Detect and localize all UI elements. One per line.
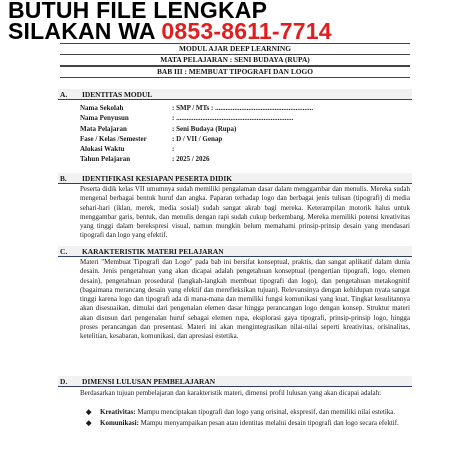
section-c-header	[58, 246, 412, 257]
section-c-title: KARAKTERISTIK MATERI PELAJARAN	[82, 247, 224, 256]
document-subject: MATA PELAJARAN : SENI BUDAYA (RUPA)	[60, 54, 410, 66]
identity-row	[80, 103, 313, 113]
identity-value: : D / VII / Genap	[172, 134, 223, 143]
document-chapter: BAB III : MEMBUAT TIPOGRAFI DAN LOGO	[60, 66, 410, 78]
identity-key: Fase / Kelas /Semester	[80, 134, 147, 143]
section-a-letter: A.	[60, 90, 68, 99]
bullet-label: Kreativitas:	[100, 408, 136, 416]
identity-value: : SMP / MTs : ........................................................	[172, 104, 314, 112]
identity-key: Tahun Pelajaran	[80, 155, 131, 164]
section-d-title: DIMENSI LULUSAN PEMBELAJARAN	[82, 377, 216, 386]
promo-contact-prefix: SILAKAN WA	[8, 18, 162, 44]
identity-row	[80, 154, 313, 164]
section-b-title: IDENTIFIKASI KESIAPAN PESERTA DIDIK	[82, 174, 232, 183]
bullet-text: Mampu menciptakan tipografi dan logo yang orisinal, ekspresif, dan memiliki nilai estetika.	[135, 408, 396, 416]
section-b-letter: B.	[60, 174, 67, 183]
section-d-letter: D.	[60, 377, 68, 386]
promo-phone-number: 0853-8611-7714	[161, 18, 332, 44]
section-d-intro: Berdasarkan tujuan pembelajaran dan karakteristik materi, dimensi profil lulusan yang akan dicapai adalah:	[80, 389, 382, 397]
document-title: MODUL AJAR DEEP LEARNING	[60, 43, 410, 55]
bullet-text: Mampu menyampaikan pesan atau identitas melalui desain tipografi dan logo secara efektif.	[138, 419, 399, 428]
section-c-body: Materi "Membuat Tipografi dan Logo" pada bab ini bersifat konseptual, praktis, dan sangat aplikatif dalam dunia desain. Jenis pengetahuan yang akan dicapai adalah pengetahuan konseptual (pengertian tipografi, logo, elemen desain), pengetahuan prosedural (langkah-langkah membuat tipografi dan logo), dan pengetahuan metakognitif (bagaimana merancang desain yang efektif dan merefleksikan tujuan). Relevansinya dengan kehidupan nyata sangat tinggi karena logo dan tipografi ada di mana-mana dan memiliki fungsi komunikasi yang kuat. Tingkat kesulitannya akan disesuaikan, dimulai dari pengenalan elemen dasar hingga perancangan logo dengan konsep. Struktur materi akan disusun dari pengenalan huruf sebagai elemen rupa, eksplorasi gaya tipografi, prinsip-prinsip logo, hingga proses perancangan dan presentasi. Materi ini akan mengintegrasikan nilai-nilai seperti kreativitas, orisinalitas, ketelitian, kesabaran, komunikasi, dan apresiasi estetika.	[80, 258, 410, 341]
section-a-header	[58, 89, 412, 100]
bullet-icon: ◆	[86, 408, 92, 416]
identity-row	[80, 124, 313, 134]
bullet-icon: ◆	[86, 419, 92, 428]
identity-key: Mata Pelajaran	[80, 124, 127, 133]
list-item	[86, 419, 418, 428]
identity-value: : ...................................................................	[172, 114, 294, 123]
identity-row	[80, 113, 313, 123]
identity-value: :	[172, 145, 175, 154]
identity-row	[80, 144, 313, 154]
promo-contact	[8, 18, 332, 44]
identity-key: Nama Sekolah	[80, 104, 124, 112]
section-b-header	[58, 173, 412, 184]
promo-banner	[0, 0, 453, 48]
section-b-body: Peserta didik kelas VII umumnya sudah memiliki pengalaman dasar dalam menggambar dan menulis. Mereka sudah mengenal berbagai bentuk huruf dan angka. Paparan terhadap logo dan berbagai jenis tulisan (tipografi) di media sehari-hari (iklan, merek, media sosial) sudah sangat akrab bagi mereka. Keterampilan motorik halus untuk menggambar garis, bentuk, dan menulis dengan rapi sudah cukup berkembang. Mereka memiliki potensi kreativitas yang tinggi dalam berekspresi visual, namun mungkin belum memahami prinsip-prinsip desain yang mendasari tipografi dan logo yang efektif.	[80, 185, 410, 240]
list-item	[86, 408, 418, 417]
identity-table	[80, 103, 313, 165]
bullet-label: Komunikasi:	[100, 419, 139, 428]
document-header	[60, 44, 410, 78]
identity-value: : Seni Budaya (Rupa)	[172, 124, 237, 133]
identity-value: : 2025 / 2026	[172, 155, 210, 164]
section-d-header	[58, 376, 412, 387]
promo-headline: BUTUH FILE LENGKAP	[8, 0, 268, 23]
section-c-letter: C.	[60, 247, 68, 256]
section-a-title: IDENTITAS MODUL	[82, 90, 153, 99]
identity-key: Nama Penyusun	[80, 114, 129, 123]
identity-key: Alokasi Waktu	[80, 145, 125, 154]
identity-row	[80, 134, 313, 144]
section-d-bullets	[86, 408, 418, 431]
